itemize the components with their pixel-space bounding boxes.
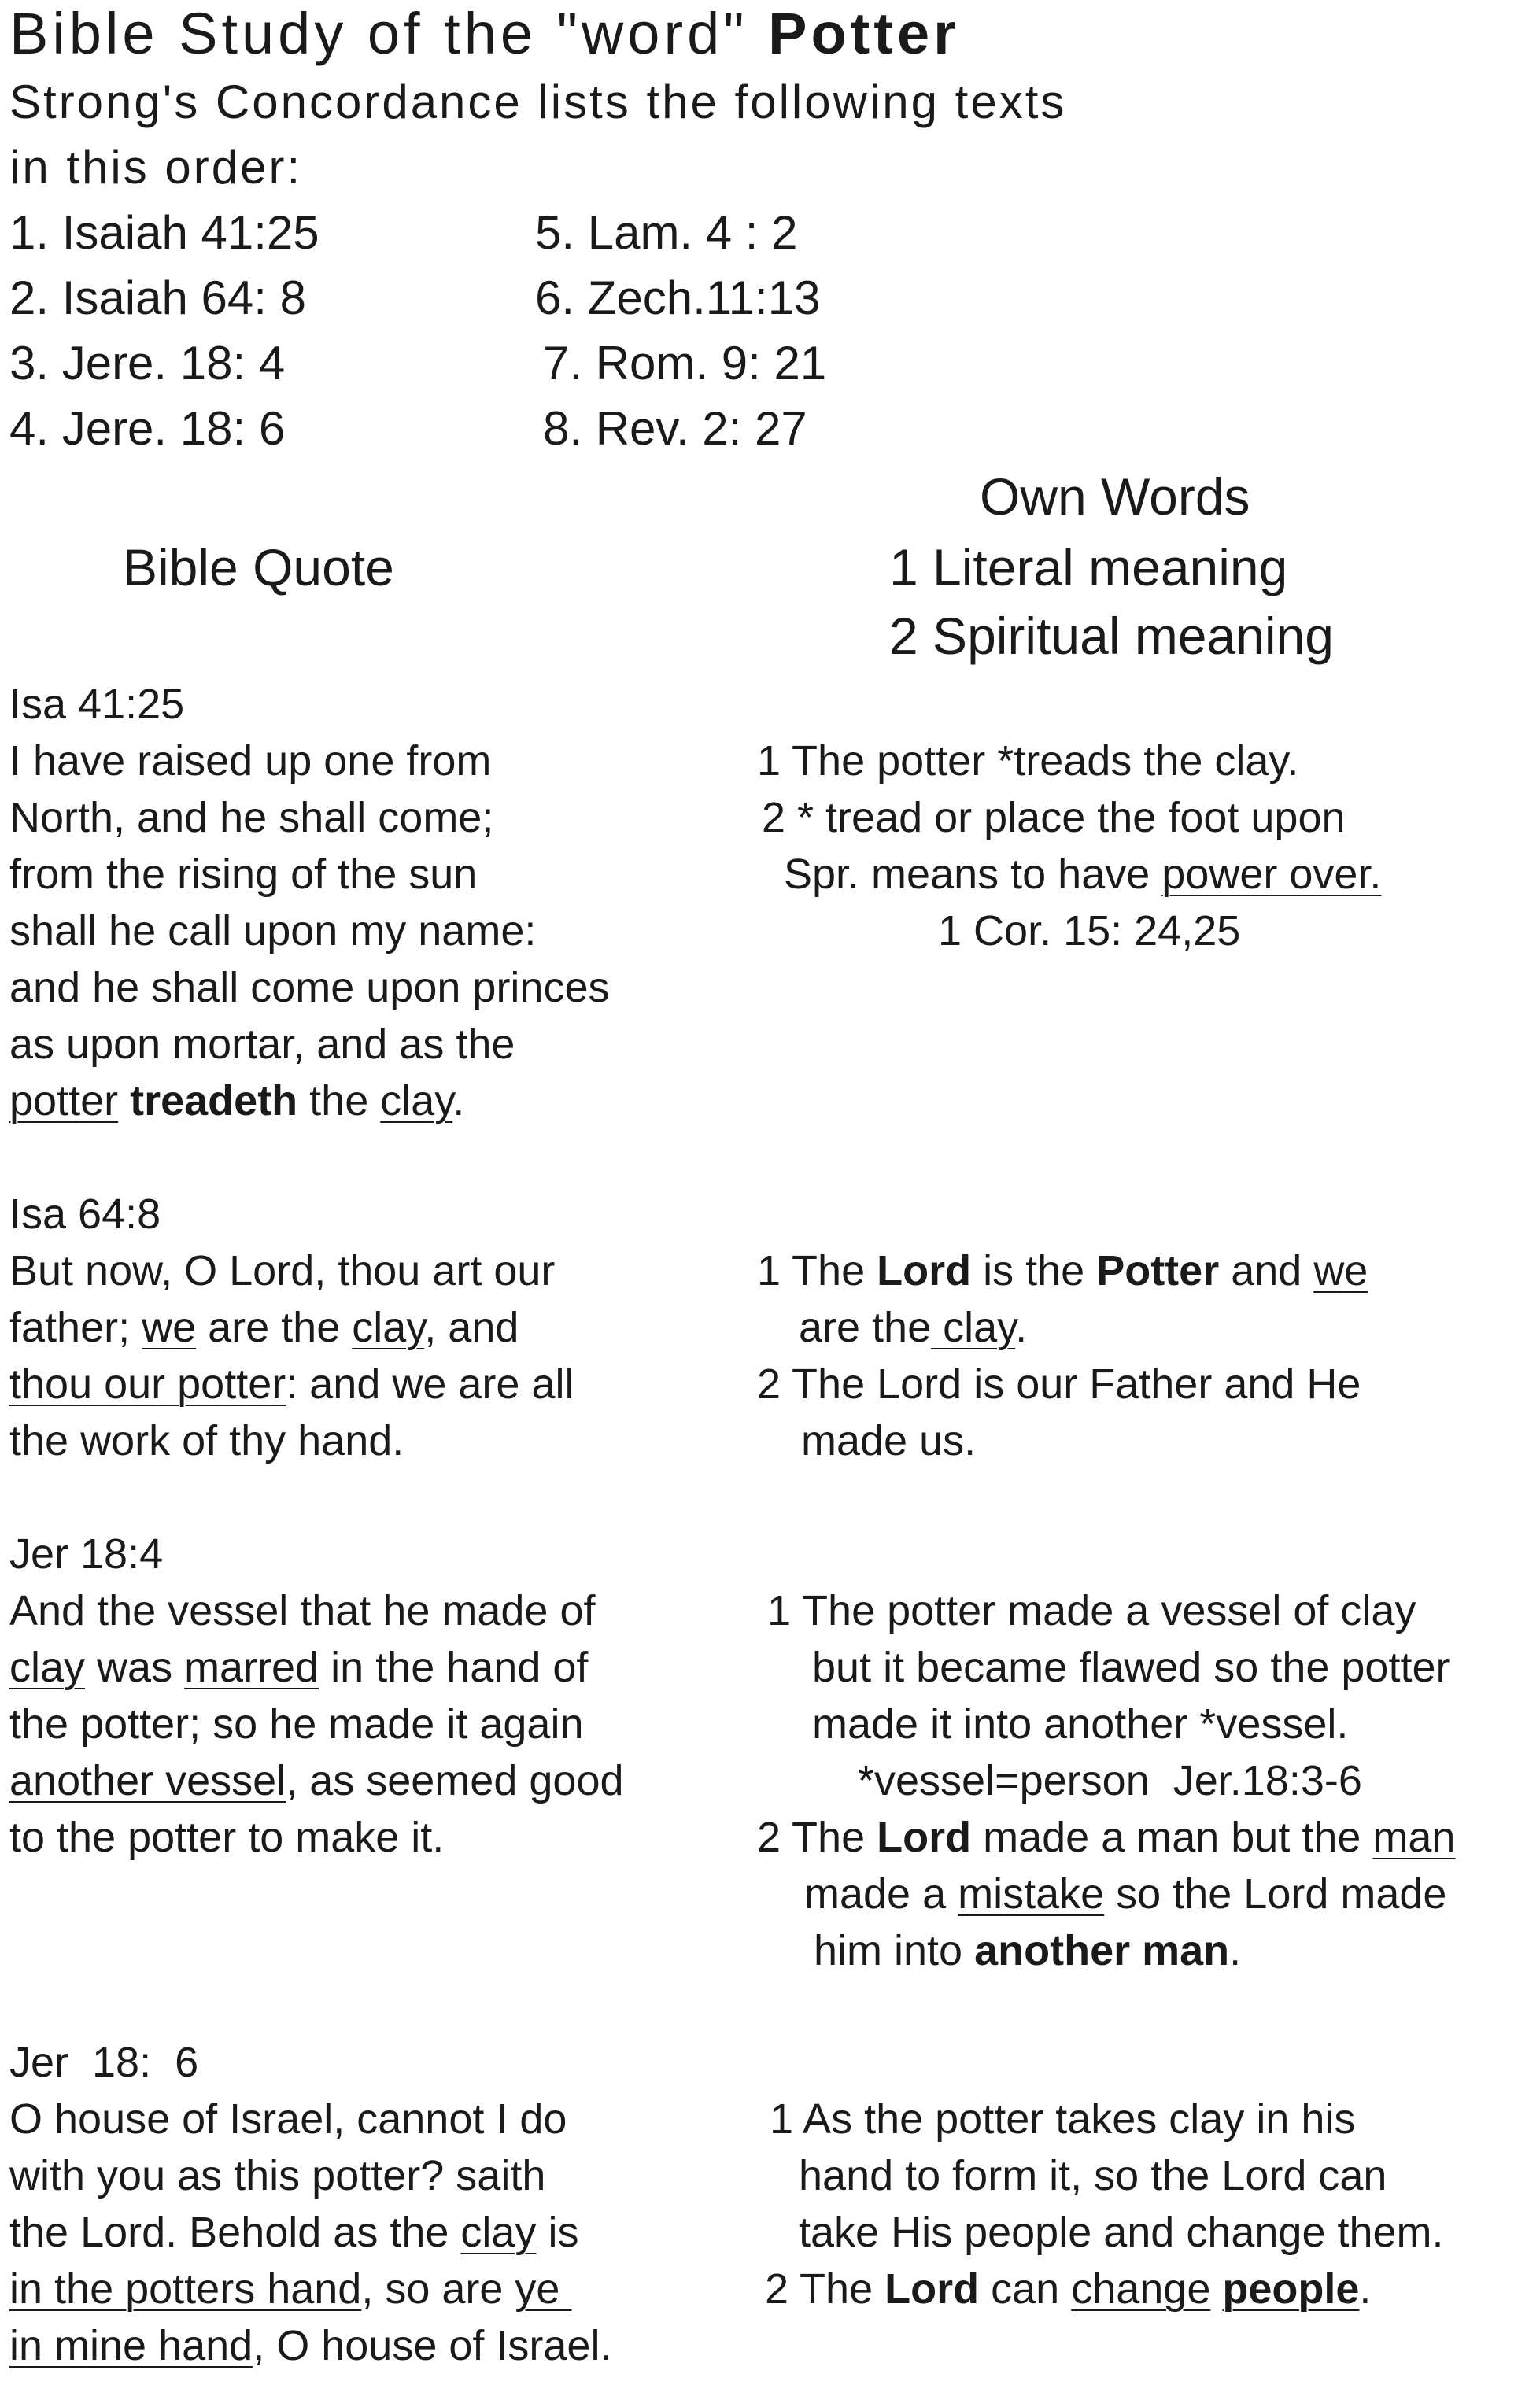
meaning-line: 1 Cor. 15: 24,25 [938, 907, 1241, 954]
quote-line: with you as this potter? saith [9, 2152, 546, 2199]
meaning-line: 1 The potter *treads the clay. [757, 737, 1299, 785]
meaning-line: are the clay. [799, 1304, 1028, 1351]
quote-line: in the potters hand, so are ye [9, 2265, 572, 2313]
meaning-line: 1 The potter made a vessel of clay [767, 1587, 1416, 1634]
quote-line: the Lord. Behold as the clay is [9, 2209, 579, 2256]
meaning-line: 2 The Lord can change people. [765, 2265, 1372, 2313]
quote-line: thou our potter: and we are all [9, 1360, 574, 1408]
quote-line: potter treadeth the clay. [9, 1077, 465, 1124]
quote-line: shall he call upon my name: [9, 907, 537, 954]
meaning-line: take His people and change them. [799, 2209, 1444, 2256]
ref-item: 1. Isaiah 41:25 [9, 206, 319, 259]
quote-line: O house of Israel, cannot I do [9, 2095, 567, 2143]
meaning-line: but it became flawed so the potter [812, 1644, 1450, 1691]
verse-reference: Isa 41:25 [9, 681, 185, 728]
quote-line: the work of thy hand. [9, 1417, 404, 1464]
meaning-line: him into another man. [814, 1927, 1242, 1974]
quote-line: from the rising of the sun [9, 851, 478, 898]
meaning-line: made a mistake so the Lord made [804, 1870, 1447, 1918]
quote-line: North, and he shall come; [9, 794, 494, 841]
meaning-line: made it into another *vessel. [812, 1700, 1349, 1748]
meaning-line: made us. [801, 1417, 977, 1464]
verse-reference: Isa 64:8 [9, 1191, 161, 1238]
meaning-line: 2 The Lord is our Father and He [757, 1360, 1361, 1408]
meaning-line: Spr. means to have power over. [784, 851, 1382, 898]
quote-line: to the potter to make it. [9, 1814, 445, 1861]
ref-item: 8. Rev. 2: 27 [543, 402, 807, 455]
quote-line: another vessel, as seemed good [9, 1757, 624, 1804]
intro-line-1: Strong's Concordance lists the following texts [9, 76, 1067, 128]
quote-line: father; we are the clay, and [9, 1304, 519, 1351]
quote-line: I have raised up one from [9, 737, 492, 785]
quote-line: the potter; so he made it again [9, 1700, 584, 1748]
spiritual-meaning-header: 2 Spiritual meaning [889, 607, 1334, 665]
ref-item: 7. Rom. 9: 21 [543, 337, 827, 390]
ref-item: 5. Lam. 4 : 2 [535, 206, 798, 259]
page-title [9, 1, 960, 66]
meaning-line: 1 As the potter takes clay in his [770, 2095, 1356, 2143]
ref-item: 6. Zech.11:13 [535, 271, 821, 324]
meaning-line: 1 The Lord is the Potter and we [757, 1247, 1368, 1294]
verse-reference: Jer 18:4 [9, 1530, 164, 1578]
ref-item: 3. Jere. 18: 4 [9, 337, 286, 390]
meaning-line: 2 * tread or place the foot upon [762, 794, 1346, 841]
quote-line: And the vessel that he made of [9, 1587, 596, 1634]
literal-meaning-header: 1 Literal meaning [889, 538, 1288, 596]
quote-line: But now, O Lord, thou art our [9, 1247, 556, 1294]
quote-line: clay was marred in the hand of [9, 1644, 589, 1691]
meaning-line: hand to form it, so the Lord can [799, 2152, 1387, 2199]
bible-quote-header: Bible Quote [123, 538, 394, 596]
ref-item: 4. Jere. 18: 6 [9, 402, 286, 455]
meaning-line: 2 The Lord made a man but the man [757, 1814, 1456, 1861]
quote-line: in mine hand, O house of Israel. [9, 2322, 612, 2369]
verse-reference: Jer 18: 6 [9, 2039, 199, 2086]
title-keyword: Potter [768, 1, 960, 66]
own-words-header: Own Words [980, 467, 1250, 526]
meaning-line: *vessel=person Jer.18:3-6 [858, 1757, 1362, 1804]
title-text: Bible Study of the "word" [9, 1, 748, 66]
quote-line: as upon mortar, and as the [9, 1021, 515, 1068]
quote-line: and he shall come upon princes [9, 964, 610, 1011]
ref-item: 2. Isaiah 64: 8 [9, 271, 306, 324]
intro-line-2: in this order: [9, 141, 303, 194]
